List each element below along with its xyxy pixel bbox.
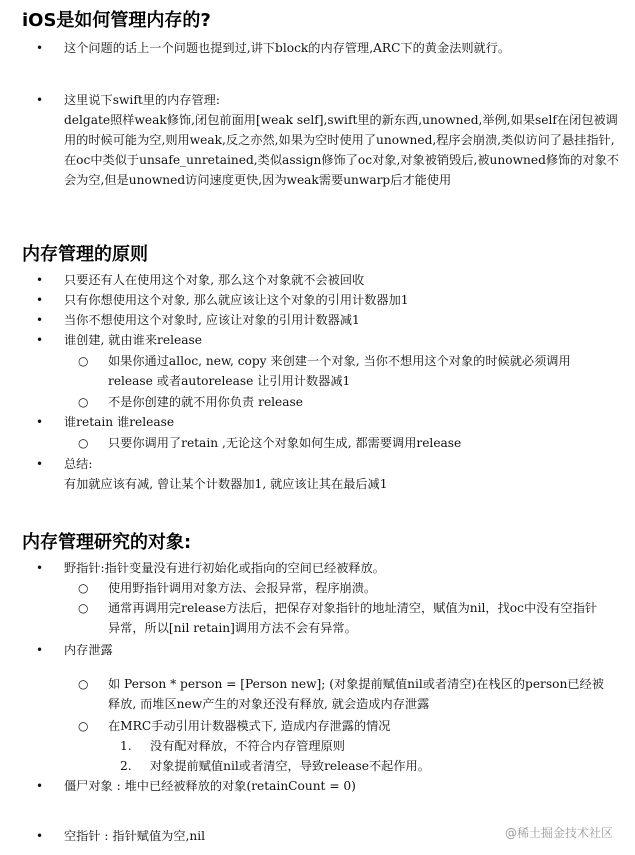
list-item — [36, 90, 624, 190]
bullet-icon: • — [36, 779, 44, 793]
list-item-text: 对象提前赋值nil或者清空，导致release不起作用。 — [150, 759, 430, 773]
bullet-icon: • — [36, 41, 44, 55]
list-item — [36, 38, 624, 58]
list-item-text: 如果你通过alloc, new, copy 来创建一个对象, 当你不想用这个对象的时候就必须调用release 或者autorelease 让引用计数器减1 — [108, 354, 571, 388]
list-item-text: 总结: 有加就应该有减, 曾让某个计数器加1, 就应该让其在最后减1 — [64, 457, 388, 491]
numbered-item — [120, 756, 610, 776]
list-item-text: 谁创建, 就由谁来release — [64, 333, 202, 347]
list-item-text: 只要你调用了retain ,无论这个对象如何生成, 都需要调用release — [108, 436, 462, 450]
sub-list-item — [78, 578, 608, 598]
list-item — [36, 454, 624, 494]
circle-bullet-icon: ○ — [78, 581, 89, 595]
bullet-icon: • — [36, 333, 44, 347]
list-item-text: 野指针:指针变量没有进行初始化或指向的空间已经被释放。 — [64, 561, 385, 575]
list-item-text: 只有你想使用这个对象, 那么就应该让这个对象的引用计数器加1 — [64, 293, 409, 307]
bullet-icon: • — [36, 561, 44, 575]
sub-list-item — [78, 716, 608, 736]
sub-list-item — [78, 351, 608, 391]
list-item — [36, 270, 624, 290]
section-title-principles: 内存管理的原则 — [22, 244, 148, 265]
list-item — [36, 412, 624, 432]
list-item-text: 谁retain 谁release — [64, 415, 175, 429]
list-item — [36, 290, 624, 310]
circle-bullet-icon: ○ — [78, 436, 89, 450]
list-item-text: 这个问题的话上一个问题也提到过,讲下block的内存管理,ARC下的黄金法则就行。 — [64, 41, 511, 55]
item-number: 1. — [120, 739, 132, 753]
section-title-objects: 内存管理研究的对象: — [22, 532, 192, 553]
bullet-icon: • — [36, 829, 44, 843]
list-item-text: 内存泄露 — [64, 643, 113, 657]
list-item-text: 只要还有人在使用这个对象, 那么这个对象就不会被回收 — [64, 273, 365, 287]
item-number: 2. — [120, 759, 132, 773]
bullet-icon: • — [36, 273, 44, 287]
list-item-text: 僵尸对象 : 堆中已经被释放的对象(retainCount = 0) — [64, 779, 356, 793]
list-item-text: 没有配对释放，不符合内存管理原则 — [150, 739, 345, 753]
list-item-text: 空指针 : 指针赋值为空,nil — [64, 829, 206, 843]
list-item-text: 如 Person * person = [Person new]; (对象提前赋值nil或者清空)在栈区的person已经被释放, 而堆区new产生的对象还没有释放, 就会造成内存泄露 — [108, 677, 604, 711]
sub-list-item — [78, 674, 608, 714]
sub-list-item — [78, 598, 608, 638]
list-item — [36, 310, 624, 330]
bullet-icon: • — [36, 93, 44, 107]
circle-bullet-icon: ○ — [78, 395, 89, 409]
circle-bullet-icon: ○ — [78, 354, 89, 368]
section-title-ios-memory: iOS是如何管理内存的? — [22, 10, 211, 31]
bullet-icon: • — [36, 313, 44, 327]
list-item — [36, 558, 624, 578]
bullet-icon: • — [36, 457, 44, 471]
list-item-text: 通常再调用完release方法后，把保存对象指针的地址清空，赋值为nil，找oc中没有空指针异常，所以[nil retain]调用方法不会有异常。 — [108, 601, 598, 635]
list-item — [36, 330, 624, 350]
list-item-text: 使用野指针调用对象方法、会报异常，程序崩溃。 — [108, 581, 377, 595]
bullet-icon: • — [36, 643, 44, 657]
list-item-text: 当你不想使用这个对象时, 应该让对象的引用计数器减1 — [64, 313, 360, 327]
list-item-text: 在MRC手动引用计数器模式下, 造成内存泄露的情况 — [108, 719, 391, 733]
list-item — [36, 776, 624, 796]
bullet-icon: • — [36, 415, 44, 429]
circle-bullet-icon: ○ — [78, 601, 89, 615]
circle-bullet-icon: ○ — [78, 719, 89, 733]
circle-bullet-icon: ○ — [78, 677, 89, 691]
watermark: @稀土掘金技术社区 — [504, 826, 613, 840]
numbered-item — [120, 736, 610, 756]
list-item — [36, 640, 624, 660]
sub-list-item — [78, 433, 608, 453]
bullet-icon: • — [36, 293, 44, 307]
list-item-text: 这里说下swift里的内存管理: delgate照样weak修饰,闭包前面用[weak self],swift里的新东西,unowned,举例,如果self在闭包被调用的时候可能为空,则用weak,反之亦然,如果为空时使用了unowned,程序会崩溃,类似访问了悬挂指针,在oc中类似于unsafe_unretained,类似assign修饰了oc对象,对象被销毁后,被unowned修饰的对象不会为空,但是unowned访问速度更快,因为weak需要unwarp后才能使用 — [64, 93, 619, 187]
list-item-text: 不是你创建的就不用你负责 release — [108, 395, 304, 409]
sub-list-item — [78, 392, 608, 412]
